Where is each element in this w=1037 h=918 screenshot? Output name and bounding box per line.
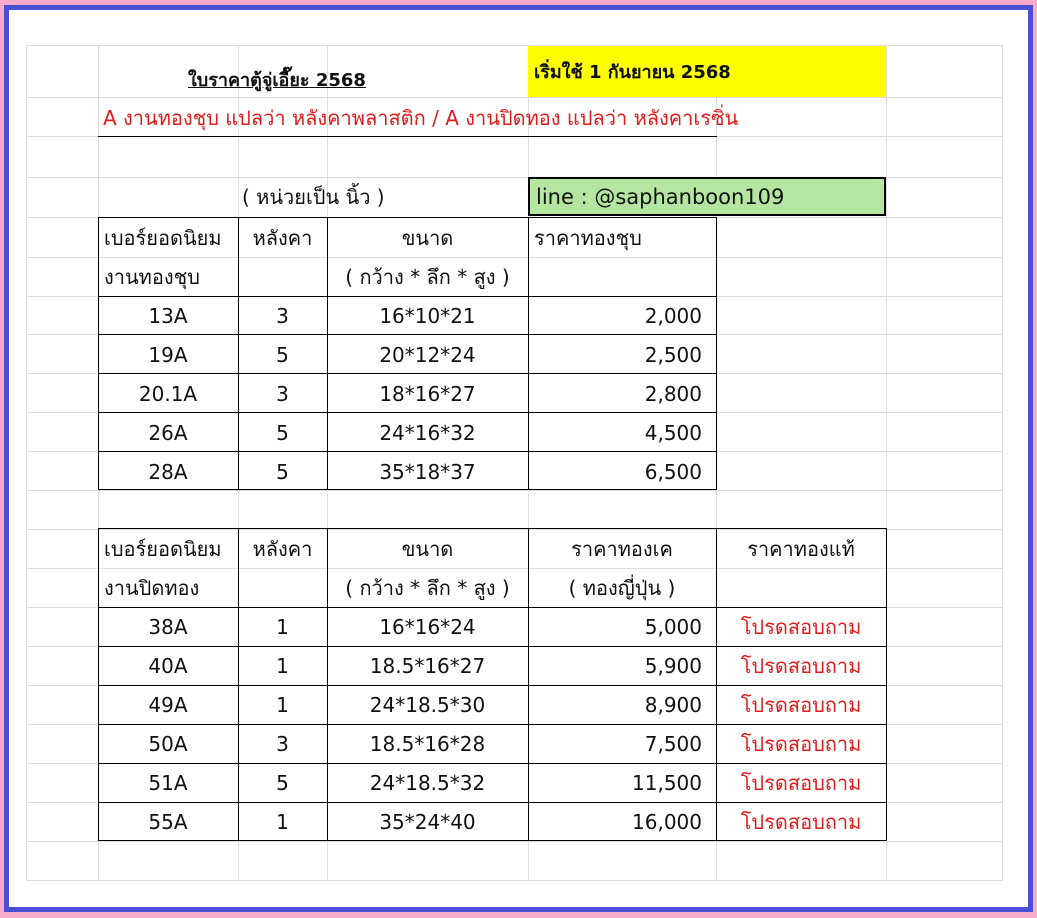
t2-model-cell: 51A bbox=[148, 770, 188, 795]
t2-header-size-2: ( กว้าง * ลึก * สูง ) bbox=[345, 575, 510, 600]
table-border bbox=[98, 607, 887, 608]
t2-size-cell: 18.5*16*27 bbox=[369, 653, 486, 678]
t2-roof-cell: 1 bbox=[276, 653, 289, 678]
t2-real-gold-cell: โปรดสอบถาม bbox=[740, 731, 862, 756]
table-border bbox=[327, 217, 328, 490]
t2-size-cell: 18.5*16*28 bbox=[369, 731, 486, 756]
t1-price-cell: 2,000 bbox=[644, 303, 702, 328]
table-border bbox=[98, 296, 717, 297]
grid-row-line bbox=[26, 97, 1003, 98]
t1-roof-cell: 3 bbox=[276, 303, 289, 328]
t2-size-cell: 35*24*40 bbox=[379, 809, 476, 834]
t2-price-cell: 8,900 bbox=[644, 692, 702, 717]
t2-price-cell: 5,000 bbox=[644, 614, 702, 639]
t1-roof-cell: 5 bbox=[276, 420, 289, 445]
t1-model-cell: 19A bbox=[148, 342, 188, 367]
grid-row-line bbox=[26, 880, 1003, 881]
table-border bbox=[98, 136, 717, 137]
t1-header-price: ราคาทองชุบ bbox=[534, 225, 642, 250]
t1-size-cell: 16*10*21 bbox=[379, 303, 476, 328]
roof-material-note: A งานทองชุบ แปลว่า หลังคาพลาสติก / A งานปิดทอง แปลว่า หลังคาเรซิ่น bbox=[103, 106, 739, 130]
t1-price-cell: 2,800 bbox=[644, 381, 702, 406]
t2-size-cell: 16*16*24 bbox=[379, 614, 476, 639]
t1-model-cell: 13A bbox=[148, 303, 188, 328]
table-border bbox=[528, 217, 529, 490]
t2-model-cell: 40A bbox=[148, 653, 188, 678]
table-border bbox=[98, 685, 887, 686]
table-border bbox=[716, 528, 717, 841]
t2-roof-cell: 1 bbox=[276, 692, 289, 717]
t1-header-model-1: เบอร์ยอดนิยม bbox=[104, 225, 222, 250]
sheet-title: ใบราคาตู้จู่เอี๊ยะ 2568 bbox=[188, 69, 366, 91]
table-border bbox=[238, 217, 239, 490]
table-border bbox=[716, 217, 717, 490]
t2-price-cell: 7,500 bbox=[644, 731, 702, 756]
t2-model-cell: 38A bbox=[148, 614, 188, 639]
t1-price-cell: 6,500 bbox=[644, 459, 702, 484]
t2-price-cell: 5,900 bbox=[644, 653, 702, 678]
t2-header-size-1: ขนาด bbox=[401, 536, 454, 561]
t1-model-cell: 28A bbox=[148, 459, 188, 484]
t2-header-model-2: งานปิดทอง bbox=[104, 575, 200, 600]
t1-price-cell: 2,500 bbox=[644, 342, 702, 367]
t2-model-cell: 49A bbox=[148, 692, 188, 717]
table-border bbox=[98, 802, 887, 803]
table-border bbox=[98, 528, 99, 841]
t1-size-cell: 18*16*27 bbox=[379, 381, 476, 406]
table-border bbox=[98, 217, 717, 218]
t2-roof-cell: 1 bbox=[276, 809, 289, 834]
t2-header-real-gold: ราคาทองแท้ bbox=[747, 536, 855, 561]
grid-row-line bbox=[26, 841, 1003, 842]
t1-header-size-1: ขนาด bbox=[401, 225, 454, 250]
t2-real-gold-cell: โปรดสอบถาม bbox=[740, 614, 862, 639]
unit-note: ( หน่วยเป็น นิ้ว ) bbox=[242, 185, 385, 209]
table-border bbox=[98, 646, 887, 647]
t2-header-k-gold-1: ราคาทองเค bbox=[571, 536, 673, 561]
t2-size-cell: 24*18.5*30 bbox=[369, 692, 486, 717]
table-border bbox=[886, 528, 887, 841]
t1-model-cell: 26A bbox=[148, 420, 188, 445]
t1-price-cell: 4,500 bbox=[644, 420, 702, 445]
t2-roof-cell: 3 bbox=[276, 731, 289, 756]
t1-header-size-2: ( กว้าง * ลึก * สูง ) bbox=[345, 264, 510, 289]
table-border bbox=[98, 489, 717, 490]
t1-size-cell: 20*12*24 bbox=[379, 342, 476, 367]
t2-real-gold-cell: โปรดสอบถาม bbox=[740, 770, 862, 795]
t2-real-gold-cell: โปรดสอบถาม bbox=[740, 809, 862, 834]
t2-model-cell: 50A bbox=[148, 731, 188, 756]
t1-roof-cell: 5 bbox=[276, 342, 289, 367]
table-border bbox=[98, 412, 717, 413]
t2-real-gold-cell: โปรดสอบถาม bbox=[740, 653, 862, 678]
t2-real-gold-cell: โปรดสอบถาม bbox=[740, 692, 862, 717]
t2-model-cell: 55A bbox=[148, 809, 188, 834]
grid-column-line bbox=[1002, 45, 1003, 881]
table-border bbox=[98, 334, 717, 335]
t2-roof-cell: 1 bbox=[276, 614, 289, 639]
table-border bbox=[98, 763, 887, 764]
table-border bbox=[238, 528, 239, 841]
table-border bbox=[528, 528, 529, 841]
t1-header-roof: หลังคา bbox=[252, 225, 313, 250]
table-border bbox=[98, 528, 887, 529]
t2-header-k-gold-2: ( ทองญี่ปุ่น ) bbox=[568, 575, 676, 600]
line-id-box: line : @saphanboon109 bbox=[528, 177, 886, 216]
t2-price-cell: 16,000 bbox=[632, 809, 702, 834]
start-date-banner: เริ่มใช้ 1 กันยายน 2568 bbox=[528, 46, 886, 97]
t1-header-model-2: งานทองชุบ bbox=[104, 264, 200, 289]
t2-size-cell: 24*18.5*32 bbox=[369, 770, 486, 795]
table-border bbox=[98, 451, 717, 452]
table-border bbox=[98, 724, 887, 725]
table-border bbox=[327, 528, 328, 841]
table-border bbox=[98, 217, 99, 490]
t2-header-roof: หลังคา bbox=[252, 536, 313, 561]
t2-header-model-1: เบอร์ยอดนิยม bbox=[104, 536, 222, 561]
t1-size-cell: 35*18*37 bbox=[379, 459, 476, 484]
t1-roof-cell: 3 bbox=[276, 381, 289, 406]
t2-price-cell: 11,500 bbox=[632, 770, 702, 795]
table-border bbox=[98, 373, 717, 374]
t1-roof-cell: 5 bbox=[276, 459, 289, 484]
t1-size-cell: 24*16*32 bbox=[379, 420, 476, 445]
t2-roof-cell: 5 bbox=[276, 770, 289, 795]
t1-model-cell: 20.1A bbox=[138, 381, 198, 406]
table-border bbox=[98, 840, 887, 841]
grid-column-line bbox=[26, 45, 27, 881]
